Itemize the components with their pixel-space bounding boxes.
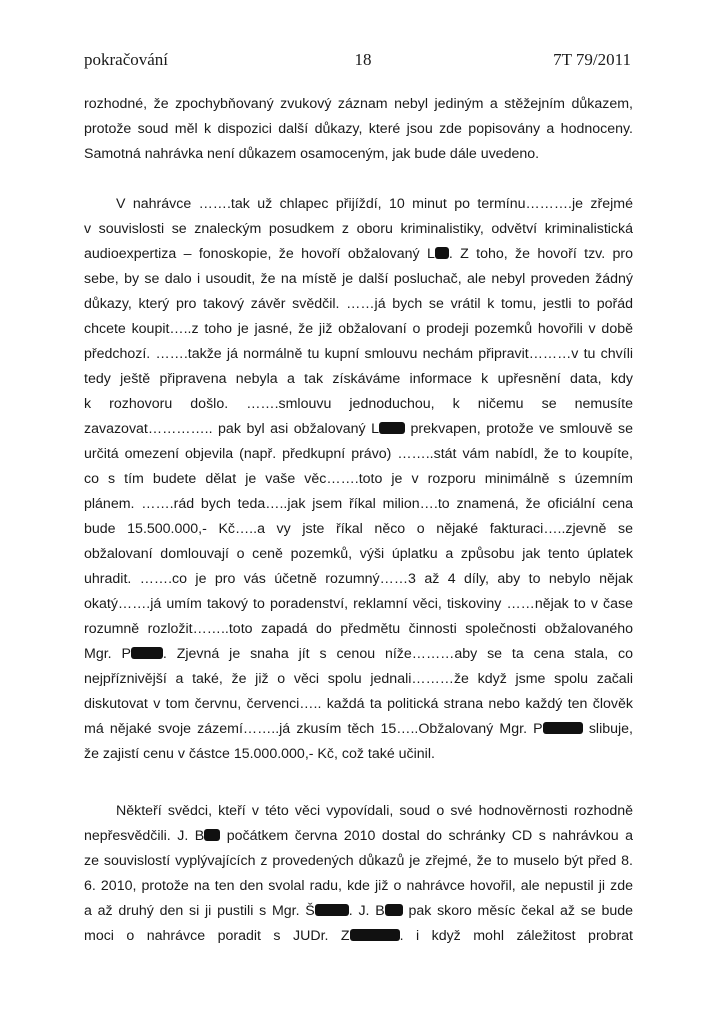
text-line: Někteří svědci, kteří v této věci vypovídali, soud o své hodnověrnosti rozhodně: [116, 803, 633, 819]
line-segment: moci o nahrávce poradit s JUDr. Z: [84, 928, 350, 944]
line-segment: zavazovat………….. pak byl asi obžalovaný L: [84, 421, 379, 437]
text-line: diskutovat v tom červnu, červenci….. každá ta politická strana nebo každý ten člověk: [84, 696, 633, 712]
text-line: tedy ještě připravena nebyla a tak získáváme informace k upřesnění data, kdy: [84, 371, 633, 387]
line-segment: audioexpertiza – fonoskopie, že hovoří obžalovaný L: [84, 246, 435, 262]
text-line: Samotná nahrávka není důkazem osamoceným, jak bude dále uvedeno.: [84, 146, 540, 162]
line-segment: prekvapen, protože ve smlouvě se: [405, 421, 633, 437]
redaction-mark: [204, 829, 220, 841]
text-line: předchozí. …….takže já normálně tu kupní smlouvu nechám připravit………v tu chvíli: [84, 346, 633, 362]
line-segment: slibuje,: [582, 721, 633, 737]
line-segment: . i když mohl záležitost probrat: [399, 928, 633, 944]
redaction-mark: [379, 422, 405, 434]
text-line: okatý…….já umím takový to poradenství, reklamní věci, tiskoviny ……nějak to v čase: [84, 596, 633, 612]
line-segment: a až druhý den si ji pustili s Mgr. Š: [84, 903, 315, 919]
text-line: plánem. …….rád bych teda…..jak jsem říkal milion….to znamená, že oficiální cena: [84, 496, 633, 512]
line-segment: pak skoro měsíc čekal až se bude: [402, 903, 633, 919]
text-line: nejpříznivější a také, že již o věci spolu jednali………že když jsme spolu začali: [84, 671, 633, 687]
text-line: V nahrávce …….tak už chlapec přijíždí, 10 minut po termínu……….je zřejmé: [116, 196, 633, 212]
text-line: [84, 900, 633, 922]
text-line: ze souvislostí vyplývajících z provedených důkazů je zřejmé, že to muselo být před 8.: [84, 853, 633, 869]
text-line: že zajistí cenu v částce 15.000.000,- Kč, což také učinil.: [84, 746, 435, 762]
text-line: chcete koupit…..z toho je jasné, že již obžalovaní o prodeji pozemků hovořili v době: [84, 321, 633, 337]
page-number: 18: [354, 50, 372, 69]
redaction-mark: [435, 247, 449, 259]
text-line: 6. 2010, protože na ten den svolal radu, kde již o nahrávce hovořil, ale nepustil ji zde: [84, 878, 633, 894]
text-line: důkazy, který pro takový závěr svědčil. ……já bych se vrátil k tomu, jestli to pořád: [84, 296, 633, 312]
text-line: [84, 825, 633, 847]
text-line: [84, 718, 633, 740]
text-line: obžalovaní domlouvají o ceně pozemků, výši úplatku a způsobu jak tento úplatek: [84, 546, 633, 562]
text-line: sebe, by se dalo i usoudit, že na místě je další posluchač, ale nebyl proveden žádný: [84, 271, 633, 287]
line-segment: nepřesvědčili. J. B: [84, 828, 205, 844]
text-line: k rozhovoru došlo. …….smlouvu jednoduchou, k ničemu se nemusíte: [84, 396, 633, 412]
case-number: 7T 79/2011: [553, 50, 631, 69]
text-line: co s tím budete dělat je vaše věc…….toto je v rozporu minimálně s územním: [84, 471, 633, 487]
text-line: v souvislosti se znaleckým posudkem z oboru kriminalistiky, odvětví kriminalistická: [84, 221, 633, 237]
line-segment: . J. B: [348, 903, 385, 919]
text-line: určitá omezení objevila (např. předkupní právo) ……..stát vám nabídl, že to koupíte,: [84, 446, 633, 462]
redaction-mark: [131, 647, 163, 659]
text-line: [84, 418, 633, 440]
line-segment: počátkem června 2010 dostal do schránky CD s nahrávkou a: [220, 828, 633, 844]
text-line: protože soud měl k dispozici další důkazy, které jsou zde popisovány a hodnoceny.: [84, 121, 633, 137]
text-line: rozhodné, že zpochybňovaný zvukový záznam nebyl jediným a stěžejním důkazem,: [84, 96, 633, 112]
text-line: [84, 643, 633, 665]
text-line: [84, 243, 633, 265]
redaction-mark: [543, 722, 583, 734]
text-line: rozumně rozložit……..toto zapadá do předmětu činnosti společnosti obžalovaného: [84, 621, 633, 637]
redaction-mark: [385, 904, 403, 916]
header-continuation: pokračování: [84, 50, 169, 69]
line-segment: má nějaké svoje zázemí……..já zkusím těch 15…..Obžalovaný Mgr. P: [84, 721, 543, 737]
line-segment: . Zjevná je snaha jít s cenou níže………aby se ta cena stala, co: [162, 646, 633, 662]
text-line: bude 15.500.000,- Kč…..a vy jste říkal něco o nějaké fakturaci…..zjevně se: [84, 521, 633, 537]
redaction-mark: [315, 904, 349, 916]
line-segment: Mgr. P: [84, 646, 131, 662]
redaction-mark: [350, 929, 400, 941]
text-line: [84, 925, 633, 947]
text-line: uhradit. …….co je pro vás účetně rozumný……3 až 4 díly, aby to nebylo nějak: [84, 571, 633, 587]
line-segment: . Z toho, že hovoří tzv. pro: [448, 246, 633, 262]
